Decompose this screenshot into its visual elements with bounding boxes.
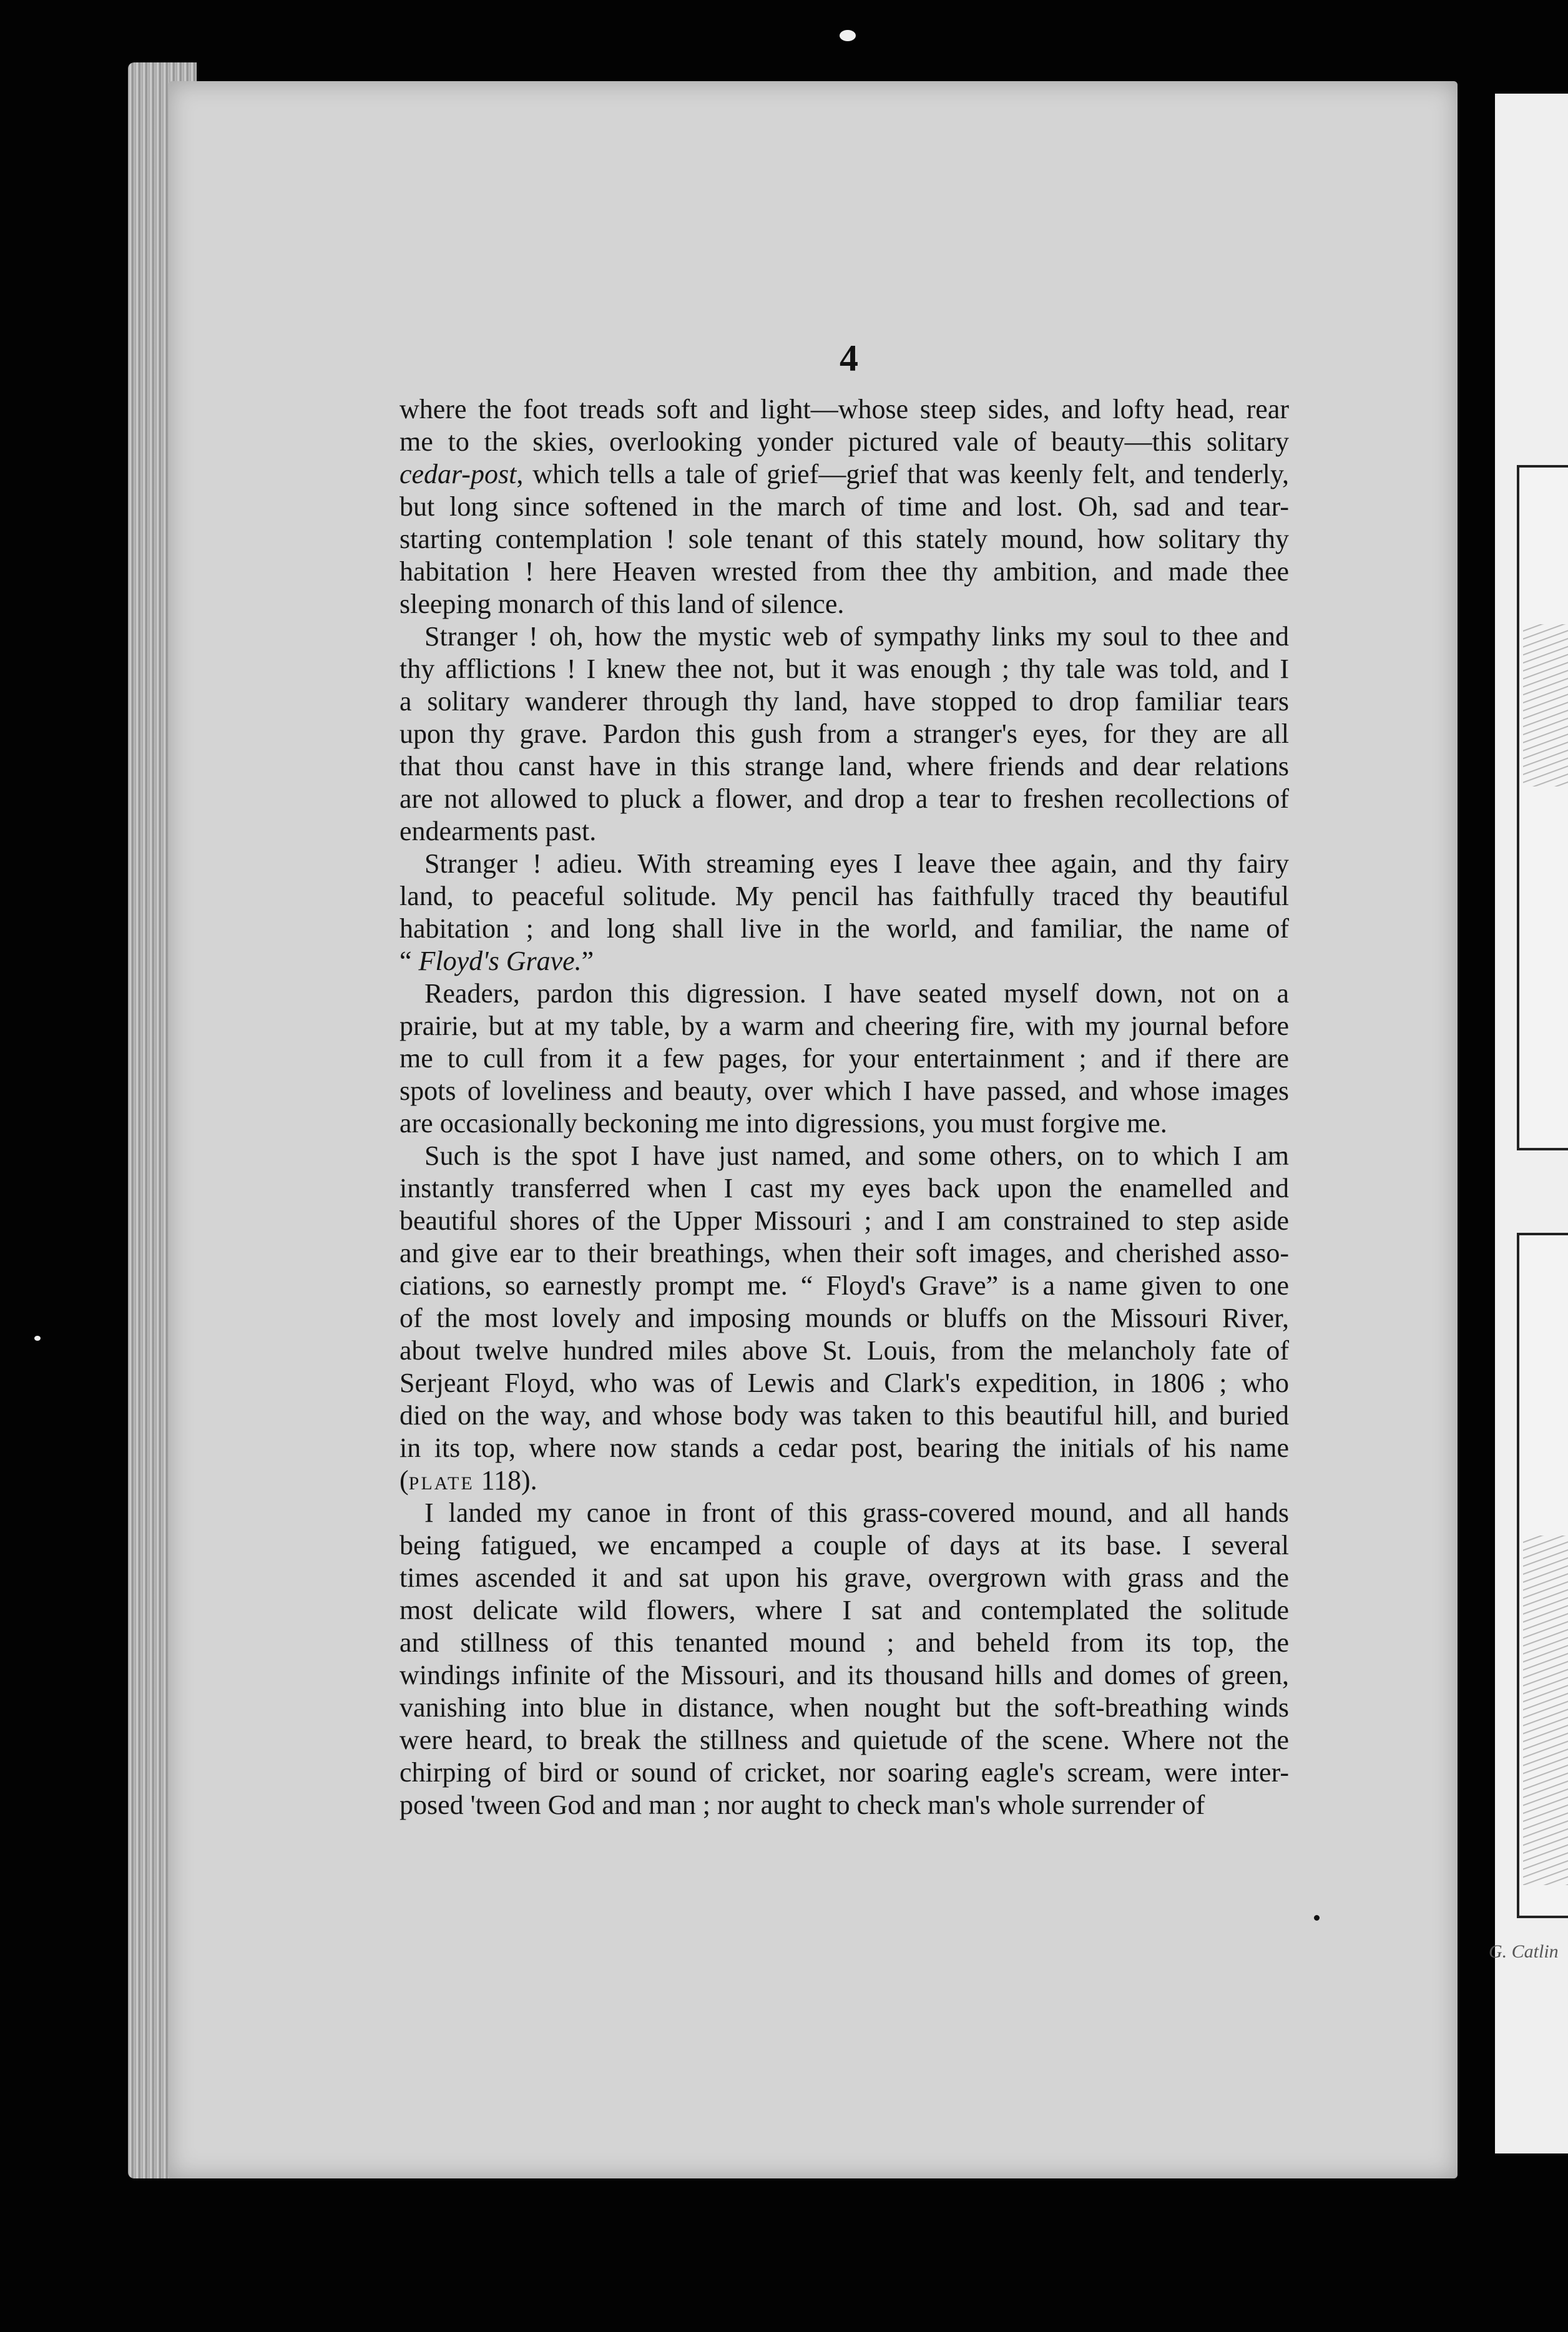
text-segment: , which tells a tale of grief—grief that was keenly felt, and tenderly, bbox=[516, 459, 1289, 489]
paragraph bbox=[399, 1497, 1289, 1821]
facing-plate-top bbox=[1517, 465, 1568, 1150]
text-line: spots of loveliness and beauty, over which I have passed, and whose images bbox=[399, 1075, 1289, 1106]
text-line: were heard, to break the stillness and quietude of the scene. Where not the bbox=[399, 1725, 1289, 1755]
text-line: and give ear to their breathings, when their soft images, and cherished asso- bbox=[399, 1238, 1289, 1268]
page-number: 4 bbox=[840, 338, 858, 379]
paragraph bbox=[399, 848, 1289, 977]
text-line: land, to peaceful solitude. My pencil has faithfully traced thy beautiful bbox=[399, 881, 1289, 911]
text-line bbox=[399, 458, 1289, 491]
body-text bbox=[399, 393, 1289, 1821]
text-line: instantly transferred when I cast my eyes back upon the enamelled and bbox=[399, 1173, 1289, 1203]
text-line: starting contemplation ! sole tenant of this stately mound, how solitary thy bbox=[399, 524, 1289, 554]
text-line: times ascended it and sat upon his grave, overgrown with grass and the bbox=[399, 1562, 1289, 1593]
text-line: chirping of bird or sound of cricket, nor soaring eagle's scream, were inter- bbox=[399, 1757, 1289, 1788]
text-line: windings infinite of the Missouri, and its thousand hills and domes of green, bbox=[399, 1660, 1289, 1690]
text-segment: Floyd's Grave. bbox=[418, 946, 582, 976]
text-line: in its top, where now stands a cedar post, bearing the initials of his name bbox=[399, 1433, 1289, 1463]
text-segment: PLATE bbox=[408, 1473, 474, 1494]
text-line: being fatigued, we encamped a couple of days at its base. I several bbox=[399, 1530, 1289, 1560]
text-line: ciations, so earnestly prompt me. “ Floyd's Grave” is a name given to one bbox=[399, 1270, 1289, 1301]
text-line: died on the way, and whose body was taken to this beautiful hill, and buried bbox=[399, 1400, 1289, 1431]
text-segment: “ bbox=[399, 946, 419, 976]
text-segment: 118). bbox=[474, 1465, 537, 1496]
text-line: I landed my canoe in front of this grass-covered mound, and all hands bbox=[424, 1497, 1289, 1528]
text-line bbox=[399, 1464, 1289, 1497]
text-line: about twelve hundred miles above St. Louis, from the melancholy fate of bbox=[399, 1335, 1289, 1366]
paragraph bbox=[399, 393, 1289, 620]
facing-plate-caption: G. Catlin bbox=[1489, 1941, 1559, 1962]
paragraph bbox=[399, 977, 1289, 1140]
text-line: Stranger ! oh, how the mystic web of sympathy links my soul to thee and bbox=[424, 621, 1289, 652]
text-line: Such is the spot I have just named, and some others, on to which I am bbox=[424, 1140, 1289, 1171]
text-line bbox=[399, 945, 1289, 977]
text-line: most delicate wild flowers, where I sat and contemplated the solitude bbox=[399, 1595, 1289, 1625]
paragraph bbox=[399, 1140, 1289, 1497]
text-line: Readers, pardon this digression. I have seated myself down, not on a bbox=[424, 978, 1289, 1009]
text-line: upon thy grave. Pardon this gush from a stranger's eyes, for they are all bbox=[399, 718, 1289, 749]
text-line: where the foot treads soft and light—whose steep sides, and lofty head, rear bbox=[399, 394, 1289, 424]
text-line: Serjeant Floyd, who was of Lewis and Clark's expedition, in 1806 ; who bbox=[399, 1368, 1289, 1398]
speck bbox=[1314, 1915, 1320, 1921]
text-line: are not allowed to pluck a flower, and drop a tear to freshen recollections of bbox=[399, 783, 1289, 814]
text-segment: ( bbox=[399, 1465, 409, 1496]
text-line: endearments past. bbox=[399, 816, 597, 846]
text-line: of the most lovely and imposing mounds or bluffs on the Missouri River, bbox=[399, 1303, 1289, 1333]
text-line: me to the skies, overlooking yonder pictured vale of beauty—this solitary bbox=[399, 426, 1289, 457]
text-line: habitation ! here Heaven wrested from thee thy ambition, and made thee bbox=[399, 556, 1289, 587]
plate-sketch-bottom bbox=[1523, 1536, 1568, 1885]
text-line: sleeping monarch of this land of silence. bbox=[399, 589, 845, 619]
text-line: Stranger ! adieu. With streaming eyes I leave thee again, and thy fairy bbox=[424, 848, 1289, 879]
text-line: that thou canst have in this strange land, where friends and dear relations bbox=[399, 751, 1289, 781]
text-line: vanishing into blue in distance, when nought but the soft-breathing winds bbox=[399, 1692, 1289, 1723]
speck bbox=[34, 1336, 41, 1341]
text-line: are occasionally beckoning me into digressions, you must forgive me. bbox=[399, 1108, 1167, 1139]
text-line: me to cull from it a few pages, for your entertainment ; and if there are bbox=[399, 1043, 1289, 1074]
paragraph bbox=[399, 620, 1289, 848]
speck bbox=[840, 30, 856, 41]
text-line: posed 'tween God and man ; nor aught to check man's whole surrender of bbox=[399, 1790, 1205, 1820]
text-segment: ” bbox=[581, 946, 594, 976]
text-line: a solitary wanderer through thy land, have stopped to drop familiar tears bbox=[399, 686, 1289, 717]
text-line: but long since softened in the march of time and lost. Oh, sad and tear- bbox=[399, 491, 1289, 522]
text-segment: cedar-post bbox=[399, 459, 517, 489]
text-line: thy afflictions ! I knew thee not, but it was enough ; thy tale was told, and I bbox=[399, 654, 1289, 684]
text-line: habitation ; and long shall live in the world, and familiar, the name of bbox=[399, 913, 1289, 944]
text-line: beautiful shores of the Upper Missouri ; and I am constrained to step aside bbox=[399, 1205, 1289, 1236]
text-line: prairie, but at my table, by a warm and cheering fire, with my journal before bbox=[399, 1011, 1289, 1041]
plate-sketch-top bbox=[1523, 624, 1568, 786]
text-line: and stillness of this tenanted mound ; and beheld from its top, the bbox=[399, 1627, 1289, 1658]
